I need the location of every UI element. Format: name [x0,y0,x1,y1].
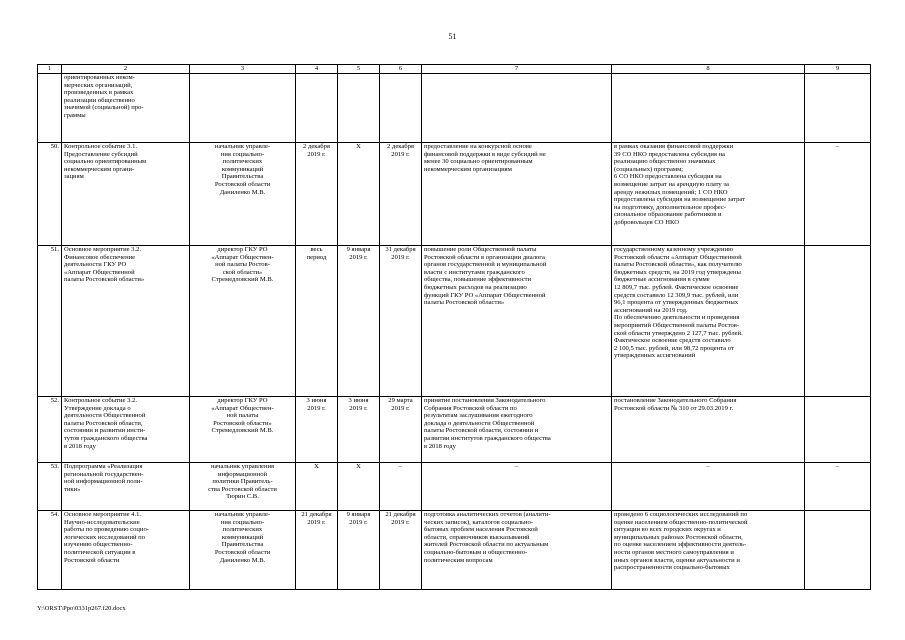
table-row [38,463,871,511]
header-cell: 7 [422,65,612,74]
header-cell: 3 [190,65,296,74]
expected-result: предоставление на конкурсной основе финансовой поддержки в виде субсидий не менее 30 социально ориентированным некоммерческим организациям [422,143,612,246]
event-name: ориентированных неком- мерческих организаций, произведенных в рамках реализации общественно значимой (социальной) про- граммы [62,74,190,143]
responsible: начальник управле- ния социально- политических коммуникаций Правительства Ростовской области Даниленко М.В. [190,143,296,246]
actual-result: в рамках оказания финансовой поддержки 39 СО НКО предоставлена субсидия на реализацию общественно значимых (социальных) программ; 6 СО НКО предоставлена субсидия на возмещение затрат на арендную плату за аренду нежилых помещений; 1 СО НКО предоставлена субсидия на возмещение затрат на подготовку, дополнительное профес- сиональное образование работников и добровольцев СО НКО [612,143,805,246]
file-path-footer: Y:\ORST\Ppo\0331p267.f20.docx [37,605,126,612]
actual-end: 29 марта 2019 г. [380,397,422,463]
actual-start: 9 января 2019 г. [338,246,380,397]
note [805,246,871,397]
actual-end: 2 декабря 2019 г. [380,143,422,246]
report-table [37,64,871,590]
actual-start: X [338,143,380,246]
expected-result: повышение роли Общественной палаты Ростовской области в организации диалога органов государственной и муниципальной власти с институтами гражданского общества, повышение эффективности бюджетных расходов на реализацию функций ГКУ РО «Аппарат Общественной палаты Ростовской области» [422,246,612,397]
actual-end: 31 декабря 2019 г. [380,246,422,397]
responsible [190,74,296,143]
header-cell: 9 [805,65,871,74]
actual-end: – [380,463,422,511]
planned-date: 21 декабря 2019 г. [296,511,338,590]
header-cell: 1 [38,65,62,74]
table-row [38,143,871,246]
expected-result: – [422,463,612,511]
planned-date [296,74,338,143]
actual-start: X [338,463,380,511]
table-row [38,246,871,397]
note [805,511,871,590]
responsible: начальник управления информационной политики Правитель- ства Ростовской области Тюрин С.В. [190,463,296,511]
page-number: 51 [448,32,457,41]
event-name: Основное мероприятие 3.2. Финансовое обеспечение деятельности ГКУ РО «Аппарат Общественной палаты Ростовской области» [62,246,190,397]
row-number: 53. [38,463,62,511]
row-number: 52. [38,397,62,463]
planned-date: 3 июня 2019 г. [296,397,338,463]
actual-result: постановление Законодательного Собрания Ростовской области № 310 от 29.03.2019 г. [612,397,805,463]
actual-start: 9 января 2019 г. [338,511,380,590]
event-name: Контрольное событие 3.1. Предоставление субсидий социально ориентированным некоммерческим органи- зациям [62,143,190,246]
note [805,74,871,143]
expected-result [422,74,612,143]
expected-result: подготовка аналитических отчетов (аналити- ческих записок), каталогов социально- бытовых проблем населения Ростовской области, справочников высказываний жителей Ростовской области по актуальным социально-бытовым и общественно- политическим вопросам [422,511,612,590]
actual-result: – [612,463,805,511]
actual-end [380,74,422,143]
responsible: директор ГКУ РО «Аппарат Обществен- ной палаты Ростовской области» Стремедловский М.В. [190,397,296,463]
actual-result: проведено 6 социологических исследований по оценке населением общественно-политической ситуации во всех городских округах и муниципальных районах Ростовской области, по оценке населением эффективности деятель- ности органов местного самоуправления и иных органов власти, оценке актуальности и распространенности социально-бытовых [612,511,805,590]
actual-start: 3 июня 2019 г. [338,397,380,463]
header-cell: 5 [338,65,380,74]
responsible: начальник управле- ния социально- политических коммуникаций Правительства Ростовской области Даниленко М.В. [190,511,296,590]
responsible: директор ГКУ РО «Аппарат Обществен- ной палаты Ростов- ской области» Стремедловский М.В. [190,246,296,397]
actual-start [338,74,380,143]
table-row [38,74,871,143]
row-number: 50. [38,143,62,246]
header-row [38,65,871,74]
event-name: Основное мероприятие 4.1. Научно-исследовательские работы по проведению социо- логических исследований по изучению общественно- политической ситуации в Ростовской области [62,511,190,590]
note [805,397,871,463]
event-name: Подпрограмма «Реализация региональной государствен- ной информационной поли- тики» [62,463,190,511]
table-row [38,397,871,463]
row-number: 51. [38,246,62,397]
note: – [805,463,871,511]
actual-result [612,74,805,143]
planned-date: 2 декабря 2019 г. [296,143,338,246]
row-number [38,74,62,143]
header-cell: 4 [296,65,338,74]
expected-result: принятие постановления Законодательного Собрания Ростовской области по результатам заслушивания ежегодного доклада о деятельности Общественной палаты Ростовской области, состоянии и развитии институтов гражданского общества в 2018 году [422,397,612,463]
row-number: 54. [38,511,62,590]
actual-end: 21 декабря 2019 г. [380,511,422,590]
actual-result: государственному казенному учреждению Ростовской области «Аппарат Общественной палаты Ростовской области», как получателю бюджетных средств, на 2019 год утверждены бюджетные ассигнования в сумме 12 809,7 тыс. рублей. Фактическое освоение средств составило 12 309,9 тыс. рублей, или 96,1 процента от утвержденных бюджетных ассигнований на 2019 год. По обеспечению деятельности и проведения мероприятий Общественной палаты Ростов- ской области утверждено 2 127,7 тыс. рублей. Фактическое освоение средств составило 2 100,5 тыс. рублей, или 98,72 процента от утвержденных ассигнований [612,246,805,397]
header-cell: 2 [62,65,190,74]
note: – [805,143,871,246]
header-cell: 8 [612,65,805,74]
event-name: Контрольное событие 3.2. Утверждение доклада о деятельности Общественной палаты Ростовской области, состоянии и развитии инсти- тутов гражданского общества в 2018 году [62,397,190,463]
planned-date: весь период [296,246,338,397]
planned-date: X [296,463,338,511]
header-cell: 6 [380,65,422,74]
table-row [38,511,871,590]
